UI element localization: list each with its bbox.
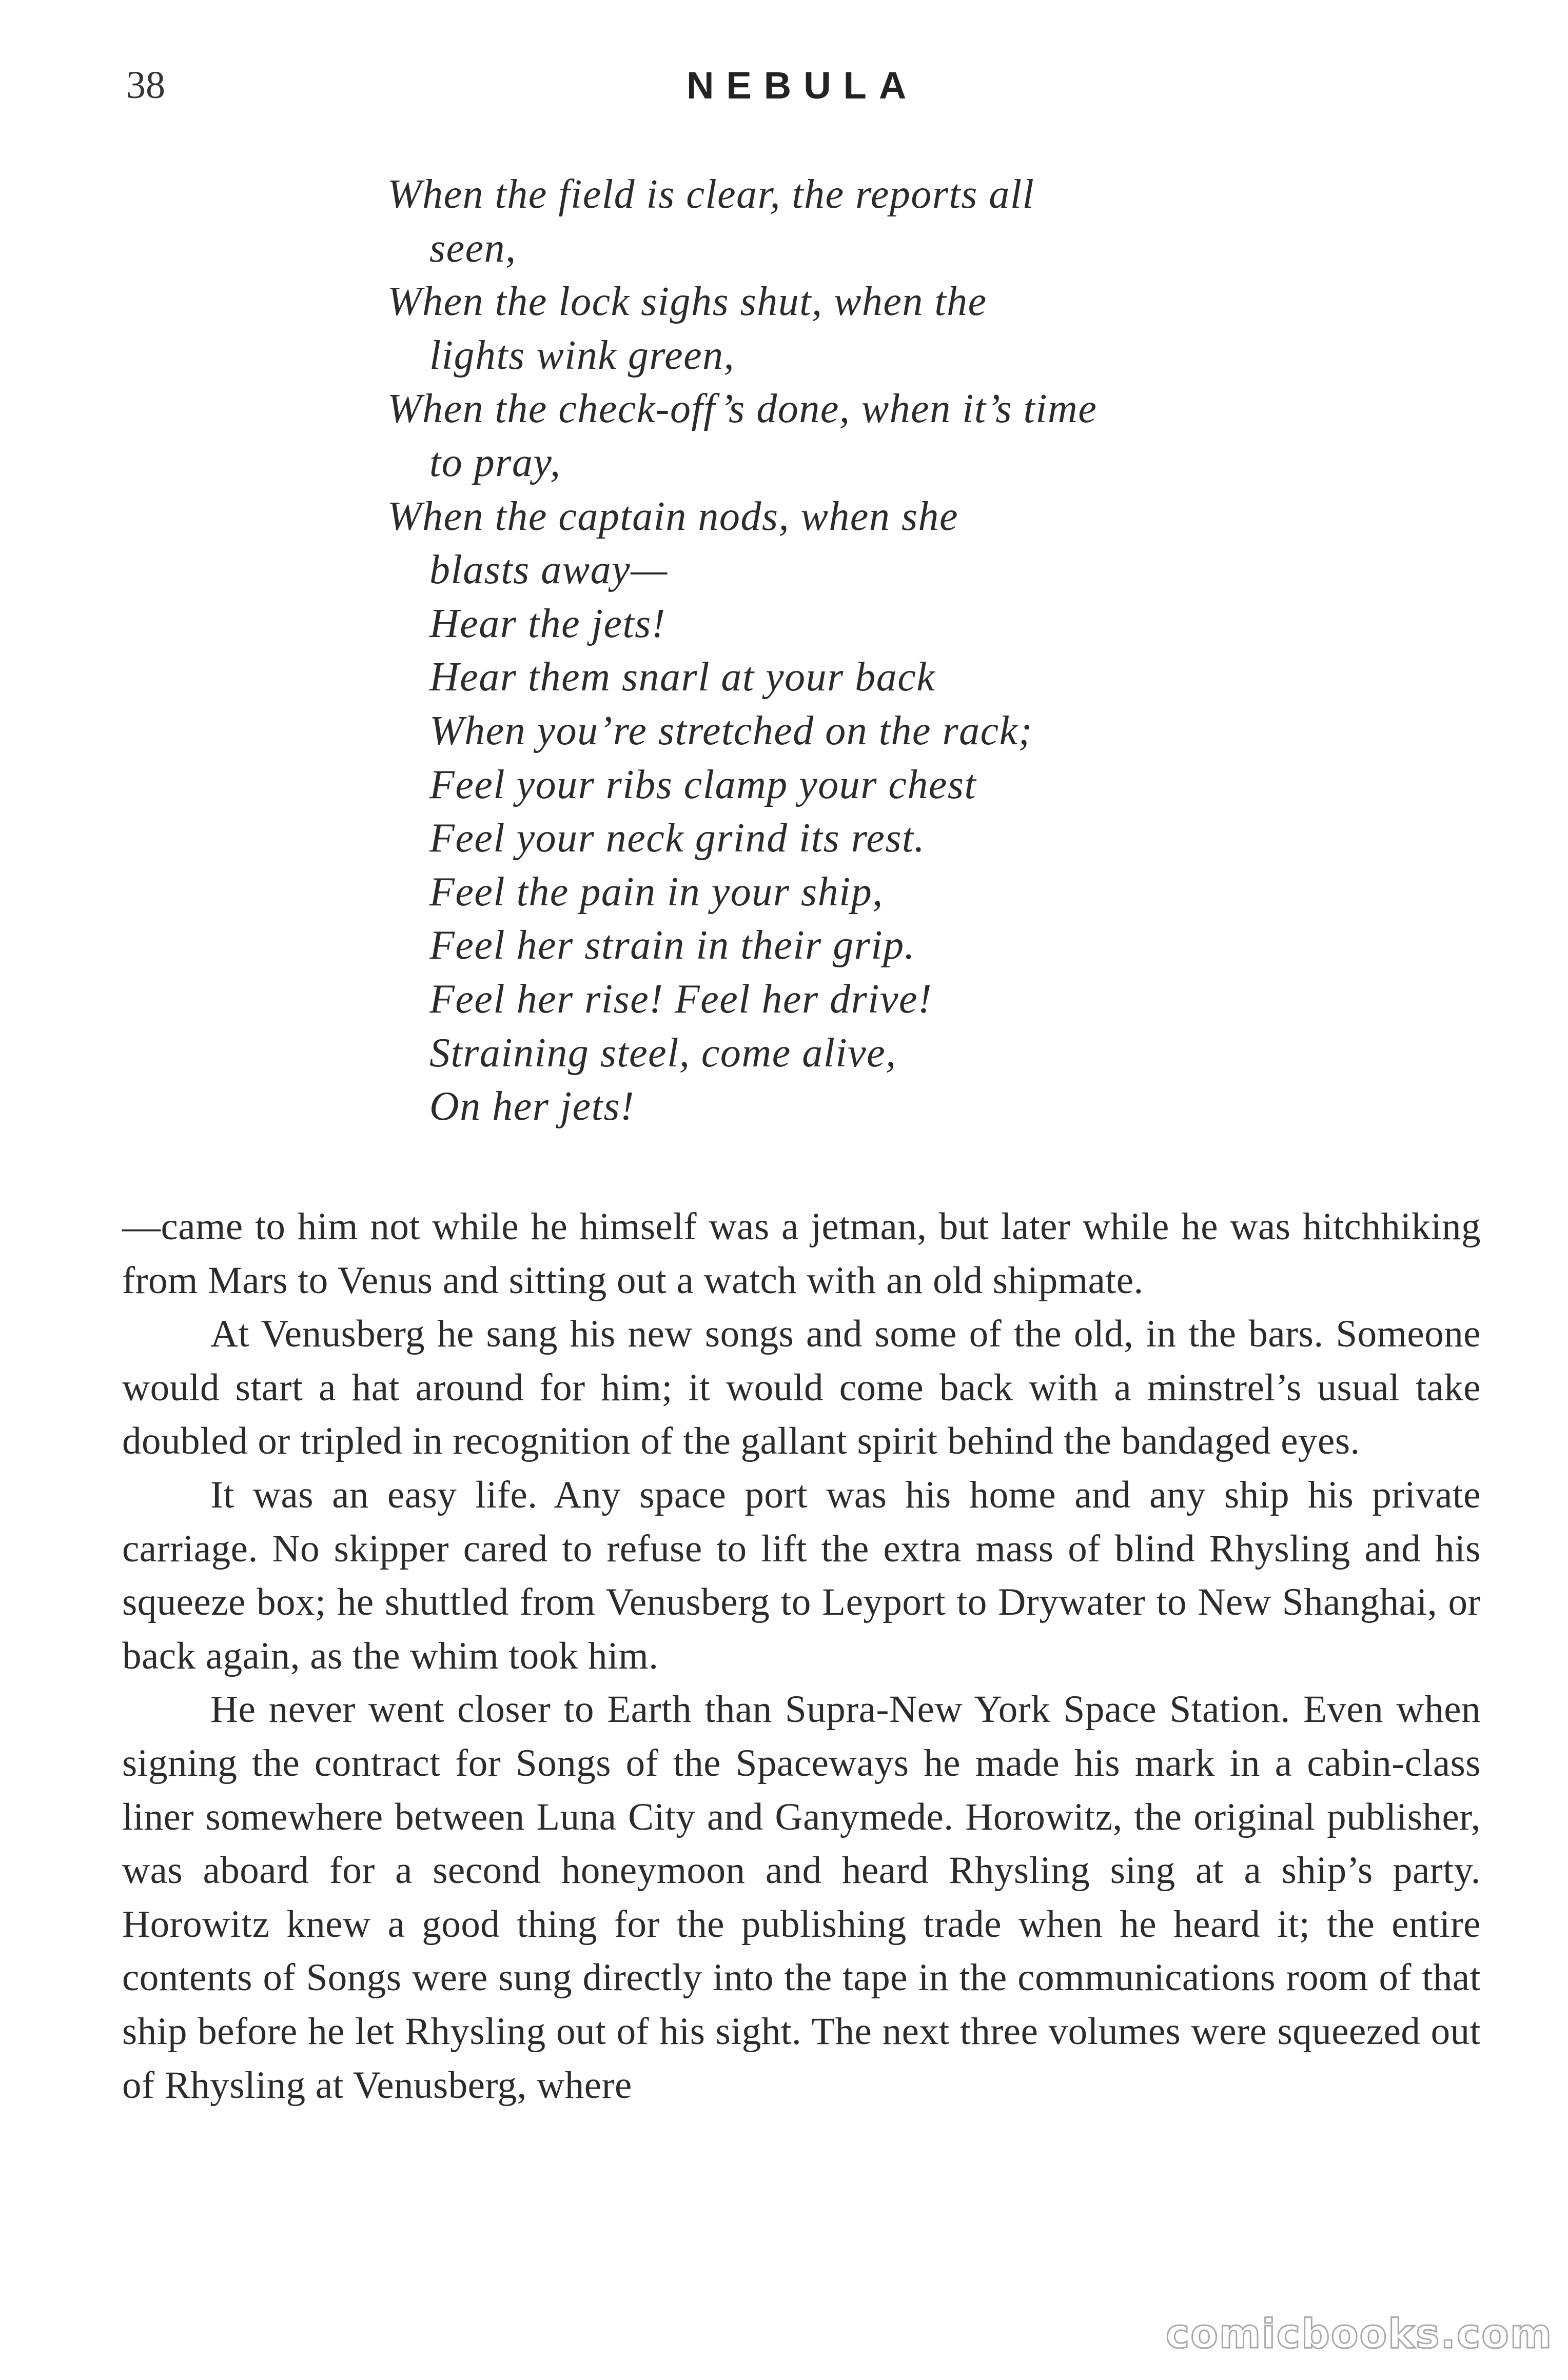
paragraph: He never went closer to Earth than Supra-New York Space Station. Even when signing the contract for Songs of the Spaceways he made his mark in a cabin-class liner somewhere between Luna City and Ganymede. Horowitz, the original publisher, was aboard for a second honeymoon and heard Rhysling sing at a ship’s party. Horowitz knew a good thing for the publishing trade when he heard it; the entire contents of Songs were sung directly into the tape in the communications room of that ship before he let Rhysling out of his sight. The next three volumes were squeezed out of Rhysling at Venusberg, where — [122, 1688, 1481, 2107]
poem-line: seen, — [429, 225, 517, 271]
poem-line: Feel the pain in your ship, — [429, 869, 884, 915]
paragraph: It was an easy life. Any space port was his home and any ship his private carriage. No skipper cared to refuse to lift the extra mass of blind Rhysling and his squeeze box; he shuttled from Venusberg to Leyport to Drywater to New Shanghai, or back again, as the whim took him. — [122, 1473, 1481, 1677]
watermark: comicbooks.com — [1166, 2311, 1553, 2357]
poem-line: When the captain nods, when she — [387, 493, 958, 539]
poem-line: Feel her strain in their grip. — [429, 923, 916, 968]
running-title: NEBULA — [687, 64, 919, 107]
page-number: 38 — [126, 64, 165, 107]
poem-line: When you’re stretched on the rack; — [429, 708, 1033, 753]
prose-body — [122, 1200, 1481, 2112]
paragraph: —came to him not while he himself was a jetman, but later while he was hitchhiking from Mars to Venus and sitting out a watch with an old shipmate. — [122, 1205, 1481, 1302]
paragraph: At Venusberg he sang his new songs and some of the old, in the bars. Someone would start a hat around for him; it would come back with a minstrel’s usual take doubled or tripled in recognition of the gallant spirit behind the bandaged eyes. — [122, 1313, 1481, 1463]
poem-line: to pray, — [429, 440, 561, 485]
poem-line: On her jets! — [429, 1084, 635, 1129]
poem-line: Hear the jets! — [429, 601, 666, 646]
poem-line: When the check-off’s done, when it’s time — [387, 386, 1097, 432]
poem-line: Hear them snarl at your back — [429, 655, 936, 700]
poem-line: Feel her rise! Feel her drive! — [429, 976, 933, 1022]
poem-line: Feel your ribs clamp your chest — [429, 762, 977, 807]
poem-stanza — [387, 168, 1311, 1134]
poem-line: blasts away— — [429, 547, 668, 593]
poem-line: When the lock sighs shut, when the — [387, 279, 987, 325]
poem-line: Straining steel, come alive, — [429, 1030, 897, 1076]
poem-line: Feel your neck grind its rest. — [429, 816, 926, 861]
poem-line: lights wink green, — [429, 332, 735, 378]
poem-line: When the field is clear, the reports all — [387, 172, 1035, 217]
